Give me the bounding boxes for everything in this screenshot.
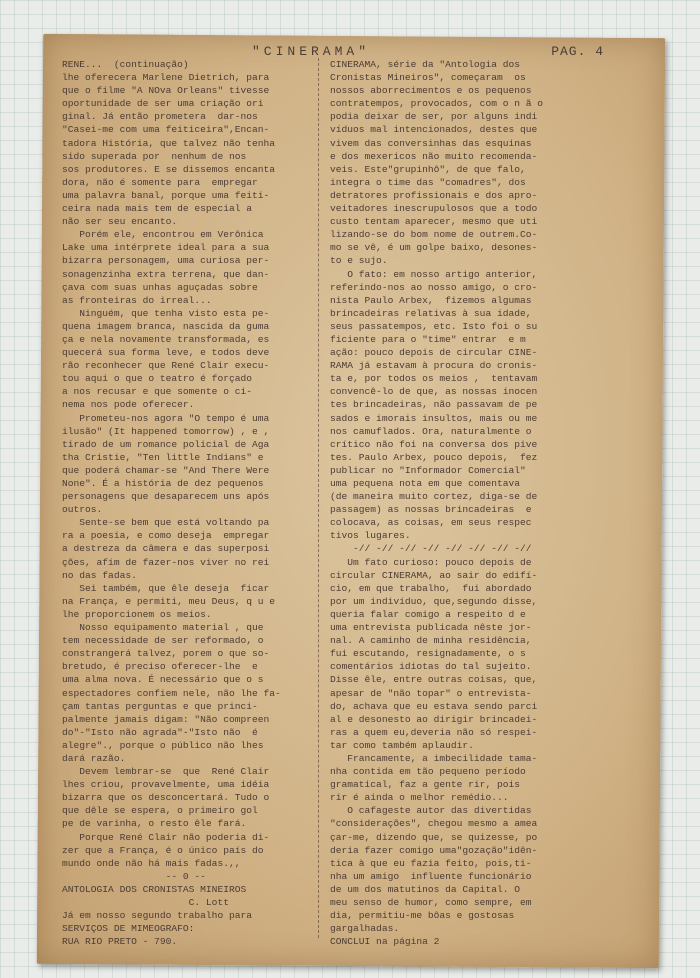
- text-line: outros.: [62, 504, 103, 516]
- text-line: çar-me, dizendo que, se quizesse, po: [330, 831, 538, 843]
- text-line: do"-"Isto não agrada"-"Isto não é: [62, 726, 258, 738]
- text-line: Prometeu-nos agora "O tempo é uma: [62, 412, 270, 424]
- text-line: nha contida em tão pequeno período: [330, 766, 526, 778]
- text-line: a nos recusar e que somente o ci-: [62, 386, 252, 398]
- text-line: comentários idiotas do tal sujeito.: [330, 661, 532, 673]
- text-line: nos camuflados. Ora, naturalmente o: [330, 425, 532, 437]
- text-line: que o filme "A NOva Orleans" tivesse: [62, 85, 270, 97]
- text-line: uma entrevista publicada nêste jor-: [330, 622, 532, 634]
- text-line: Porque René Clair não poderia di-: [62, 831, 270, 843]
- text-line: tivos lugares.: [330, 530, 411, 542]
- text-line: ções, afim de fazer-nos viver no rei: [62, 556, 270, 568]
- text-line: to e sujo.: [330, 255, 388, 267]
- text-line: tar como também aplaudir.: [330, 739, 474, 751]
- text-line: alegre"., porque o público não lhes: [62, 739, 264, 751]
- text-line: espectadores confiem nele, não lhe fa-: [62, 687, 281, 699]
- text-line: tes. Paulo Arbex, pouco depois, fez: [330, 451, 538, 463]
- text-line: oportunidade de ser uma criação ori: [62, 98, 264, 110]
- text-line: pe de varinha, o resto êle fará.: [62, 818, 247, 830]
- text-line: (de maneira muito cortez, diga-se de: [330, 491, 538, 503]
- text-line: gargalhadas.: [330, 923, 400, 935]
- text-line: Sei também, que êle deseja ficar: [62, 582, 270, 594]
- text-line: na França, e permiti, meu Deus, q u e: [62, 595, 276, 607]
- text-line: não ser seu encanto.: [62, 216, 178, 228]
- text-line: -- 0 --: [62, 870, 206, 882]
- text-line: rir é ainda o melhor remédio...: [330, 792, 509, 804]
- text-line: palmente jamais digam: "Não compreen: [62, 713, 270, 725]
- text-line: nha um amigo influente funcionário: [330, 870, 532, 882]
- text-line: Sente-se bem que está voltando pa: [62, 517, 270, 529]
- text-line: dora, não é somente para empregar: [62, 176, 258, 188]
- text-line: nema nos pode oferecer.: [62, 399, 195, 411]
- text-line: bizarra que os desconcertará. Tudo o: [62, 792, 270, 804]
- text-line: sonagenzinha extra terrena, que dan-: [62, 268, 270, 280]
- text-line: bizarra personagem, uma curiosa per-: [62, 255, 270, 267]
- text-line: Já em nosso segundo trabalho para: [62, 910, 252, 922]
- text-line: tes brincadeiras, não passavam de pe: [330, 399, 538, 411]
- text-line: RAMA já estavam à procura do cronis-: [330, 360, 538, 372]
- text-line: no das fadas.: [62, 569, 137, 581]
- text-line: tem necessidade de ser reformado, o: [62, 635, 264, 647]
- text-line: -// -// -// -// -// -// -// -//: [330, 543, 532, 555]
- text-line: bretudo, é preciso oferecer-lhe e: [62, 661, 258, 673]
- text-line: lhe oferecera Marlene Dietrich, para: [62, 72, 270, 84]
- text-line: None". É a história de dez pequenos: [62, 478, 264, 489]
- text-line: quena imagem branca, nascida da guma: [62, 320, 270, 332]
- text-line: al e desonesto ao dirigir brincadei-: [330, 713, 538, 725]
- text-line: que dêle se espera, o primeiro gol: [62, 805, 258, 817]
- text-line: O fato: em nosso artigo anterior,: [330, 268, 538, 280]
- text-line: Nosso equipamento material , que: [62, 622, 264, 634]
- text-line: ficiente para o "time" entrar e m: [330, 333, 526, 345]
- text-line: nossos aborrecimentos e os pequenos: [330, 85, 532, 97]
- page-number: PAG. 4: [551, 44, 604, 59]
- text-line: integra o time das "comadres", dos: [330, 176, 526, 188]
- text-line: as fronteiras do irreal...: [62, 294, 212, 306]
- text-line: "Casei-me com uma feiticeira",Encan-: [62, 124, 270, 136]
- text-line: detratores profissionais e dos apro-: [330, 189, 538, 201]
- text-line: e dos mexericos não muito recomenda-: [330, 150, 538, 162]
- text-line: crítico não foi na conversa dos pive: [330, 438, 538, 450]
- text-line: constrangerá talvez, porem o que so-: [62, 648, 270, 660]
- text-line: çam tantas perguntas e que princi-: [62, 700, 258, 712]
- text-line: fui escutando, resignadamente, o s: [330, 648, 526, 660]
- text-line: sados e imorais insultos, mais ou me: [330, 412, 538, 424]
- text-line: Disse êle, entre outras coisas, que,: [330, 674, 538, 686]
- text-line: veitadores inescrupulosos que a todo: [330, 203, 538, 215]
- text-line: lhe proporcionem os meios.: [62, 608, 212, 620]
- text-line: personagens que desaparecem uns após: [62, 491, 270, 503]
- text-line: colocava, as coisas, em seus respec: [330, 517, 532, 529]
- text-line: podia deixar de ser, por alguns indi: [330, 111, 538, 123]
- text-line: passagem) as nossas brincadeiras e: [330, 504, 532, 516]
- text-line: publicar no "Informador Comercial": [330, 464, 526, 476]
- text-line: contratempos, provocados, com o n ã o: [330, 98, 544, 110]
- text-line: ça e nela novamente transformada, es: [62, 333, 270, 345]
- text-line: Um fato curioso: pouco depois de: [330, 556, 532, 568]
- text-line: circular CINERAMA, ao sair do edifí-: [330, 569, 538, 581]
- text-line: queria falar comigo a respeito d e: [330, 608, 526, 620]
- text-line: dia, permitiu-me bôas e gostosas: [330, 910, 515, 922]
- text-line: gramatical, faz a gente rir, pois: [330, 779, 520, 791]
- text-line: RENE... (continuação): [62, 59, 189, 70]
- text-line: sos produtores. E se dissemos encanta: [62, 163, 276, 175]
- text-line: lhes criou, provavelmente, uma idéia: [62, 779, 270, 791]
- text-line: víduos mal intencionados, destes que: [330, 124, 538, 136]
- right-column: [330, 58, 588, 948]
- text-line: CINERAMA, série da "Antologia dos: [330, 59, 520, 70]
- text-line: de um dos matutinos da Capital. O: [330, 883, 520, 895]
- left-column: [62, 58, 320, 948]
- newsletter-title: "CINERAMA": [252, 44, 371, 59]
- text-line: brincadeiras relativas à sua idade,: [330, 307, 532, 319]
- text-line: ceira nada mais tem de especial a: [62, 203, 252, 215]
- text-line: seus passatempos, etc. Isto foi o su: [330, 320, 538, 332]
- text-line: Devem lembrar-se que René Clair: [62, 766, 270, 778]
- text-line: quecerá sua forma leve, e todos deve: [62, 347, 270, 359]
- text-line: por um indivíduo, que,segundo disse,: [330, 595, 538, 607]
- text-line: do, achava que eu estava sendo parci: [330, 700, 538, 712]
- text-line: Cronistas Mineiros", começaram os: [330, 72, 526, 84]
- text-line: ginal. Já então prometera dar-nos: [62, 111, 258, 123]
- text-line: cio, em que trabalho, fui abordado: [330, 582, 532, 594]
- text-line: meu senso de humor, como sempre, em: [330, 897, 532, 908]
- text-line: CONCLUI na página 2: [330, 936, 440, 948]
- text-line: nal. A caminho de minha residência,: [330, 635, 532, 647]
- text-line: tha Cristie, "Ten little Indians" e: [62, 451, 264, 463]
- text-line: tou aqui o que o teatro é forçado: [62, 373, 252, 385]
- text-line: C. Lott: [62, 897, 229, 908]
- text-line: ação: pouco depois de circular CINE-: [330, 347, 538, 359]
- text-line: uma alma nova. É necessário que o s: [62, 674, 264, 686]
- text-line: ra a poesia, e como deseja empregar: [62, 530, 270, 542]
- text-line: lizando-se do bom nome de outrem.Co-: [330, 229, 538, 241]
- text-line: zer que a França, é o único país do: [62, 844, 264, 856]
- text-line: nista Paulo Arbex, fizemos algumas: [330, 294, 532, 306]
- text-line: uma palavra banal, porque uma feiti-: [62, 189, 270, 201]
- text-line: que poderá chamar-se "And There Were: [62, 464, 270, 476]
- text-line: dará razão.: [62, 752, 126, 764]
- text-line: apesar de "não topar" o entrevista-: [330, 687, 532, 699]
- text-line: O cafagestе autor das divertidas: [330, 805, 532, 817]
- text-line: veis. Este"grupinhô", de que falo,: [330, 163, 526, 175]
- text-line: RUA RIO PRETO - 790.: [62, 936, 178, 948]
- text-line: sido superada por nenhum de nos: [62, 150, 247, 162]
- text-line: ta e, por todos os meios , tentavam: [330, 373, 538, 385]
- column-divider: [318, 58, 320, 938]
- text-line: Ninguém, que tenha visto esta pe-: [62, 307, 270, 319]
- text-line: referindo-nos ao nosso amigo, o cro-: [330, 281, 538, 293]
- text-line: çava com suas unhas aguçadas sobre: [62, 281, 258, 293]
- text-line: custo tentam aparecer, mesmo que uti: [330, 216, 538, 228]
- text-line: tica à que eu fazia feito, pois,ti-: [330, 857, 532, 869]
- text-line: deria fazer comigo uma"gozação"idên-: [330, 844, 538, 856]
- text-line: rão reconhecer que René Clair execu-: [62, 360, 270, 372]
- text-line: mo se vê, é um golpe baixo, desones-: [330, 242, 538, 254]
- text-line: "considerações", chegou mesmo a amea: [330, 818, 538, 830]
- text-line: ras a quem eu,deveria não só respei-: [330, 726, 538, 738]
- text-line: Porém ele, encontrou em Verônica: [62, 229, 264, 241]
- text-line: tirado de um romance policial de Aga: [62, 438, 270, 450]
- text-line: SERVIÇOS DE MIMEOGRAFO:: [62, 923, 195, 935]
- text-line: Francamente, a imbecilidade tama-: [330, 752, 538, 764]
- text-line: convencê-lo de que, as nossas inocen: [330, 386, 538, 398]
- text-line: a destreza da câmera e das superposi: [62, 543, 270, 555]
- text-line: vivem das conversinhas das esquinas: [330, 137, 532, 149]
- text-line: tadora História, que talvez não tenha: [62, 137, 276, 149]
- text-line: mundo onde não há mais fadas.,,: [62, 857, 241, 869]
- text-line: Lake uma intérprete ideal para a sua: [62, 242, 270, 254]
- text-line: ilusão" (It happened tomorrow) , e ,: [62, 425, 270, 437]
- text-line: ANTOLOGIA DOS CRONISTAS MINEIROS: [62, 883, 247, 895]
- text-line: uma pequena nota em que comentava: [330, 478, 520, 489]
